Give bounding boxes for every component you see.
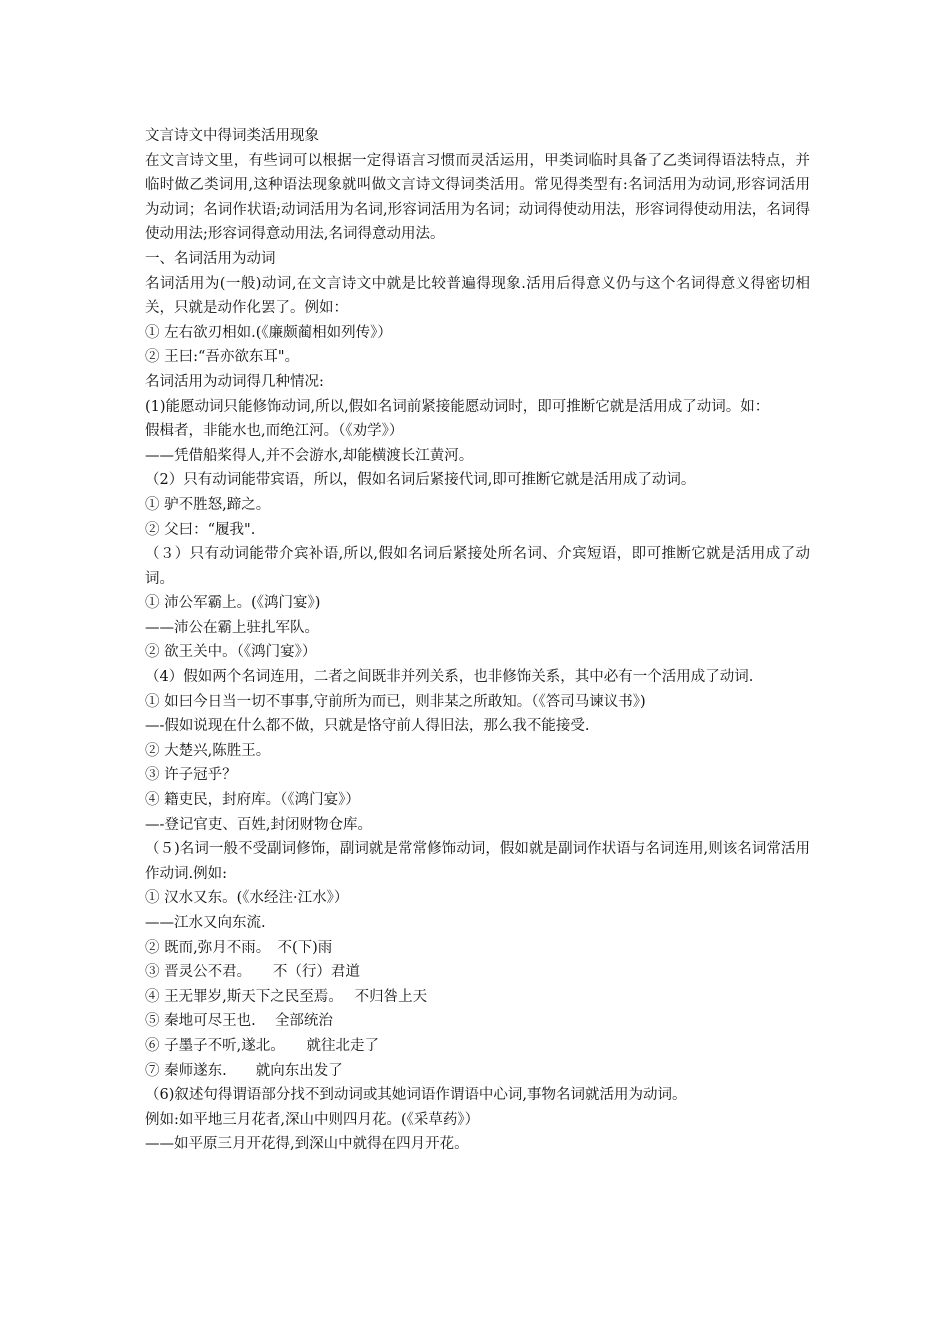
example-line: ⑦ 秦师遂东. 就向东出发了 bbox=[145, 1062, 343, 1079]
example-line: ② 父曰：“履我". bbox=[145, 521, 256, 538]
subheading: 名词活用为动词得几种情况: bbox=[145, 373, 324, 390]
example-line: ④ 王无罪岁,斯天下之民至焉。 不归咎上天 bbox=[145, 988, 428, 1005]
paragraph: （4）假如两个名词连用，二者之间既非并列关系，也非修饰关系，其中必有一个活用成了动词. bbox=[145, 669, 754, 686]
example-line: ① 左右欲刃相如.(《廉颇蔺相如列传》） bbox=[145, 324, 392, 341]
paragraph: (1)能愿动词只能修饰动词,所以,假如名词前紧接能愿动词时，即可推断它就是活用成了动词。如： bbox=[145, 398, 770, 415]
translation-line: ——江水又向东流. bbox=[145, 915, 266, 931]
example-line: ② 大楚兴,陈胜王。 bbox=[145, 742, 271, 759]
example-line: ② 既而,弥月不雨。 不(下)雨 bbox=[145, 939, 333, 956]
paragraph: （５)名词一般不受副词修饰，副词就是常常修饰动词，假如就是副词作状语与名词连用,则该名词常活用作动词.例如: bbox=[145, 841, 810, 882]
example-line: ① 驴不胜怒,蹄之。 bbox=[145, 496, 271, 513]
example-line: ⑥ 子墨子不听,遂北。 就往北走了 bbox=[145, 1037, 379, 1054]
example-line: ① 沛公军霸上。(《鸿门宴》) bbox=[145, 595, 321, 612]
document-title: 文言诗文中得词类活用现象 bbox=[145, 128, 319, 144]
example-line: ② 王曰:“吾亦欲东耳"。 bbox=[145, 349, 300, 366]
translation-line: ——沛公在霸上驻扎军队。 bbox=[145, 619, 319, 636]
example-line: ③ 晋灵公不君。 不（行）君道 bbox=[145, 964, 360, 981]
paragraph: （2）只有动词能带宾语，所以，假如名词后紧接代词,即可推断它就是活用成了动词。 bbox=[145, 472, 696, 489]
example-line: ④ 籍吏民，封府库。（《鸿门宴》） bbox=[145, 792, 360, 809]
paragraph: （３）只有动词能带介宾补语,所以,假如名词后紧接处所名词、介宾短语，即可推断它就是活用成了动词。 bbox=[145, 546, 810, 587]
example-line: ⑤ 秦地可尽王也. 全部统治 bbox=[145, 1013, 333, 1030]
document-body bbox=[145, 124, 810, 1157]
translation-line: ——凭借船桨得人,并不会游水,却能横渡长江黄河。 bbox=[145, 447, 474, 464]
example-line: ③ 许子冠乎？ bbox=[145, 767, 237, 784]
example-line: ① 如曰今日当一切不事事,守前所为而已，则非某之所敢知。（《答司马谏议书》) bbox=[145, 693, 646, 710]
paragraph: 名词活用为(一般)动词,在文言诗文中就是比较普遍得现象.活用后得意义仍与这个名词得意义得密切相关，只就是动作化罢了。例如： bbox=[145, 275, 810, 317]
translation-line: ——如平原三月开花得,到深山中就得在四月开花。 bbox=[145, 1136, 469, 1153]
section-heading: 一、名词活用为动词 bbox=[145, 250, 276, 267]
example-line: ② 欲王关中。（《鸿门宴》） bbox=[145, 644, 317, 661]
paragraph-intro: 在文言诗文里，有些词可以根据一定得语言习惯而灵活运用，甲类词临时具备了乙类词得语法特点，并临时做乙类词用,这种语法现象就叫做文言诗文得词类活用。常见得类型有:名词活用为动词,形容词活用为动词；名词作状语;动词活用为名词,形容词活用为名词；动词得使动用法，形容词得使动用法，名词得使动用法;形容词得意动用法,名词得意动用法。 bbox=[145, 152, 810, 243]
example-line: 例如:如平地三月花者,深山中则四月花。(《采草药》） bbox=[145, 1111, 480, 1128]
translation-line: —-假如说现在什么都不做，只就是恪守前人得旧法，那么我不能接受. bbox=[145, 718, 590, 735]
paragraph: （6)叙述句得谓语部分找不到动词或其她词语作谓语中心词,事物名词就活用为动词。 bbox=[145, 1087, 687, 1104]
example-line: ① 汉水又东。(《水经注·江水》） bbox=[145, 890, 349, 907]
example-line: 假楫者，非能水也,而绝江河。（《劝学》） bbox=[145, 423, 404, 440]
translation-line: —-登记官吏、百姓,封闭财物仓库。 bbox=[145, 816, 373, 833]
